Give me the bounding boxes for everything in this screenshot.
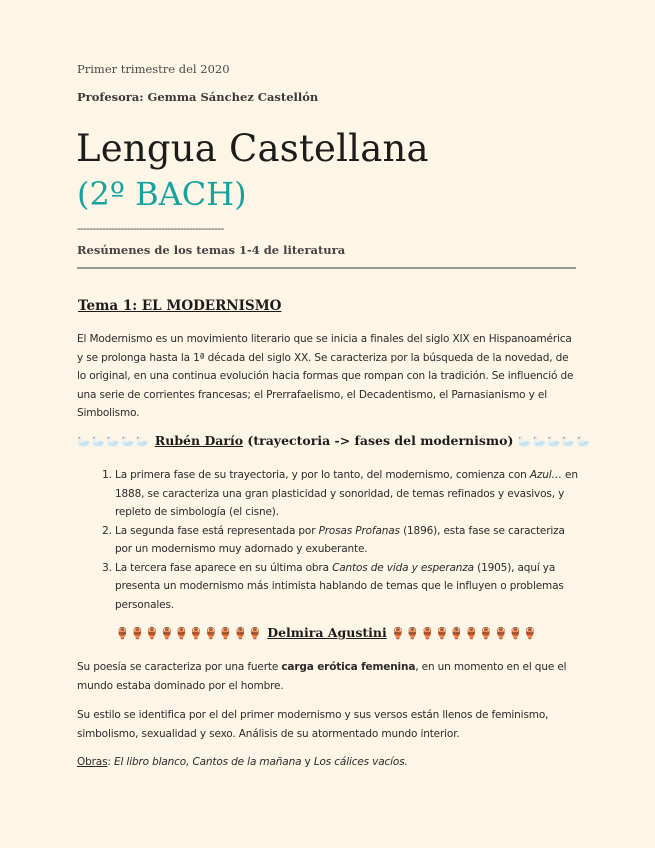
dario-name: Rubén Darío [154,433,244,448]
works-label: Obras [77,756,108,768]
phases-list [77,466,579,614]
work-title: Los cálices vacíos. [313,756,408,768]
agustini-paragraph-2: Su estilo se identifica por el del primer modernismo y sus versos están llenos de feminismo, simbolismo, sexualidad y sexo. Análisis de su atormentado mundo interior. [77,709,549,740]
phase-text: (1896), esta fase se caracteriza por un modernismo muy adornado y exuberante. [115,524,565,555]
horizontal-rule [77,267,576,269]
topic-heading: Tema 1: EL MODERNISMO [78,298,282,314]
works-separator: : [107,756,114,768]
paragraph-text: Su poesía se caracteriza por una fuerte [77,661,282,673]
dash-separator: ----------------------------------------------- [77,222,224,235]
dario-heading [77,433,592,448]
agustini-paragraph-1 [77,658,577,695]
term-label: Primer trimestre del 2020 [77,62,230,76]
page-title: Lengua Castellana [76,127,429,170]
works-line [77,753,577,772]
list-item [115,522,579,559]
page-subtitle: (2º BACH) [77,175,247,213]
agustini-name: Delmira Agustini [267,625,387,640]
works-conjunction: y [301,756,314,768]
dario-heading-rest: (trayectoria -> fases del modernismo) [243,433,518,448]
summary-label: Resúmenes de los temas 1-4 de literatura [77,243,346,257]
paragraph-text: , en un momento en el que el mundo estaba dominado por el hombre. [77,661,567,692]
bold-phrase: carga erótica femenina [281,661,416,673]
agustini-heading [77,625,577,640]
work-titles: El libro blanco, Cantos de la mañana [113,756,302,768]
intro-paragraph: El Modernismo es un movimiento literario que se inicia a finales del siglo XIX en Hispanoamérica y se prolonga hasta la 1ª década del siglo XX. Se caracteriza por la búsqueda de la novedad, de lo original, en una continua evolución hacia formas que rompan con la tradición. Se influenció de una serie de corrientes francesas; el Prerrafaelismo, el Decadentismo, el Parnasianismo y el Simbolismo. [77,333,574,419]
work-title: Azul… [529,469,562,481]
work-title: Prosas Profanas [318,524,400,537]
list-item [115,559,579,615]
phase-text: La tercera fase aparece en su última obra [115,561,333,574]
phase-text: en 1888, se caracteriza una gran plasticidad y sonoridad, de temas refinados y evasivos, y repleto de simbología (el cisne). [115,469,578,518]
swan-icons-left: 🦢🦢🦢🦢🦢 [77,435,151,448]
teacher-label: Profesora: Gemma Sánchez Castellón [77,90,319,104]
swan-icons-right: 🦢🦢🦢🦢🦢 [517,435,592,448]
phase-text: (1905), aquí ya presenta un modernismo más intimista hablando de temas que le influyen o problemas personales. [115,561,564,611]
vase-icons-right: 🏺🏺🏺🏺🏺🏺🏺🏺🏺🏺 [391,627,539,640]
phase-text: La primera fase de su trayectoria, y por lo tanto, del modernismo, comienza con [115,469,530,481]
phase-text: La segunda fase está representada por [115,524,319,537]
work-title: Cantos de vida y esperanza [332,561,474,574]
list-item [115,466,579,522]
vase-icons-left: 🏺🏺🏺🏺🏺🏺🏺🏺🏺🏺 [115,627,263,640]
